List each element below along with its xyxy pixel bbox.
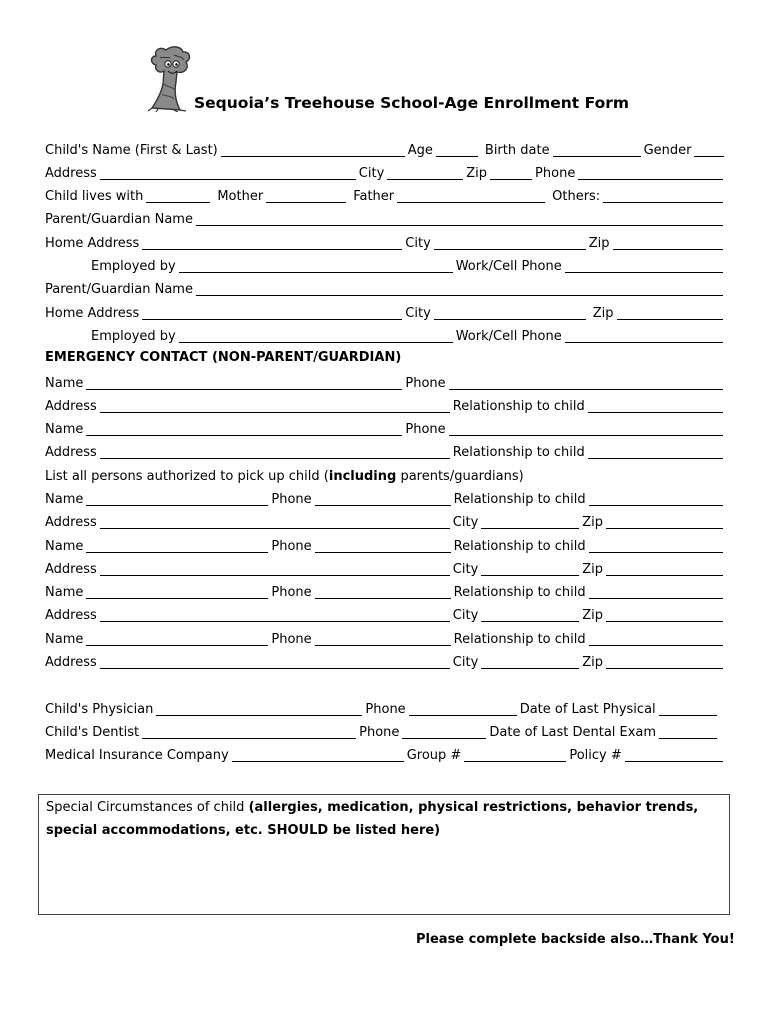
pickup4-zip-field[interactable] xyxy=(606,656,723,669)
pickup2-relationship-label: Relationship to child xyxy=(453,539,586,554)
pickup-intro-bold: including xyxy=(328,469,397,484)
pickup2-zip-label: Zip xyxy=(582,562,604,577)
pickup2-phone-label: Phone xyxy=(271,539,312,554)
others-field[interactable] xyxy=(603,190,723,203)
pickup2-address-field[interactable] xyxy=(100,563,450,576)
pickup2-name-row xyxy=(45,537,726,557)
emergency2-relationship-label: Relationship to child xyxy=(452,445,585,460)
child-city-field[interactable] xyxy=(387,167,463,180)
child-address-row xyxy=(45,164,726,184)
emergency1-name-field[interactable] xyxy=(86,377,402,390)
child-address-label: Address xyxy=(45,166,97,181)
guardian2-employed-label: Employed by xyxy=(91,329,176,344)
pickup4-name-row xyxy=(45,630,726,650)
father-label: Father xyxy=(353,189,395,204)
pickup3-relationship-label: Relationship to child xyxy=(453,585,586,600)
emergency1-address-row xyxy=(45,397,726,417)
emergency1-address-label: Address xyxy=(45,399,97,414)
pickup2-city-field[interactable] xyxy=(481,563,579,576)
pickup4-address-field[interactable] xyxy=(100,656,450,669)
pickup1-name-row xyxy=(45,490,726,510)
pickup3-name-row xyxy=(45,583,726,603)
form-title: Sequoia’s Treehouse School-Age Enrollment Form xyxy=(194,94,630,112)
emergency1-name-row xyxy=(45,374,726,394)
pickup3-zip-field[interactable] xyxy=(606,609,723,622)
pickup-intro xyxy=(45,467,524,487)
physician-phone-label: Phone xyxy=(365,702,406,717)
dentist-row xyxy=(45,723,726,743)
pickup1-address-field[interactable] xyxy=(100,516,450,529)
emergency1-phone-label: Phone xyxy=(405,376,446,391)
child-zip-label: Zip xyxy=(466,166,488,181)
pickup4-address-row xyxy=(45,653,726,673)
insurance-label: Medical Insurance Company xyxy=(45,748,229,763)
pickup4-address-label: Address xyxy=(45,655,97,670)
pickup1-address-row xyxy=(45,513,726,533)
guardian2-employer-field[interactable] xyxy=(179,330,453,343)
guardian1-name-row xyxy=(45,210,726,230)
physician-field[interactable] xyxy=(156,703,362,716)
pickup2-relationship-field[interactable] xyxy=(589,540,723,553)
emergency2-relationship-field[interactable] xyxy=(588,446,723,459)
pickup3-phone-field[interactable] xyxy=(315,586,451,599)
guardian1-employed-label: Employed by xyxy=(91,259,176,274)
pickup-intro-after: parents/guardians) xyxy=(396,469,524,484)
pickup1-zip-label: Zip xyxy=(582,515,604,530)
guardian1-employer-row xyxy=(91,257,726,277)
guardian2-workcell-label: Work/Cell Phone xyxy=(455,329,562,344)
pickup3-name-field[interactable] xyxy=(86,586,268,599)
pickup3-address-row xyxy=(45,606,726,626)
mother-field[interactable] xyxy=(266,190,346,203)
guardian2-city-field[interactable] xyxy=(434,307,586,320)
last-dental-label: Date of Last Dental Exam xyxy=(489,725,657,740)
pickup4-phone-label: Phone xyxy=(271,632,312,647)
father-field[interactable] xyxy=(397,190,545,203)
pickup4-city-label: City xyxy=(452,655,479,670)
guardian1-workcell-field[interactable] xyxy=(565,260,723,273)
emergency2-name-label: Name xyxy=(45,422,84,437)
pickup4-zip-label: Zip xyxy=(582,655,604,670)
pickup1-address-label: Address xyxy=(45,515,97,530)
pickup2-address-label: Address xyxy=(45,562,97,577)
pickup1-city-field[interactable] xyxy=(481,516,579,529)
pickup2-address-row xyxy=(45,560,726,580)
emergency-heading: EMERGENCY CONTACT (NON-PARENT/GUARDIAN) xyxy=(45,350,402,365)
guardian2-address-field[interactable] xyxy=(142,307,402,320)
gender-label: Gender xyxy=(643,143,692,158)
physician-phone-field[interactable] xyxy=(409,703,517,716)
last-physical-label: Date of Last Physical xyxy=(519,702,656,717)
pickup3-name-label: Name xyxy=(45,585,84,600)
last-dental-field[interactable] xyxy=(659,726,717,739)
guardian2-zip-label: Zip xyxy=(592,306,614,321)
guardian1-employer-field[interactable] xyxy=(179,260,453,273)
pickup2-phone-field[interactable] xyxy=(315,540,451,553)
pickup3-relationship-field[interactable] xyxy=(589,586,723,599)
guardian2-name-row xyxy=(45,280,726,300)
emergency2-address-label: Address xyxy=(45,445,97,460)
pickup4-relationship-label: Relationship to child xyxy=(453,632,586,647)
guardian2-workcell-field[interactable] xyxy=(565,330,723,343)
last-physical-field[interactable] xyxy=(659,703,717,716)
child-name-label: Child's Name (First & Last) xyxy=(45,143,218,158)
emergency2-phone-label: Phone xyxy=(405,422,446,437)
pickup4-phone-field[interactable] xyxy=(315,633,451,646)
pickup4-relationship-field[interactable] xyxy=(589,633,723,646)
guardian2-name-field[interactable] xyxy=(196,283,723,296)
pickup4-name-field[interactable] xyxy=(86,633,268,646)
guardian2-name-label: Parent/Guardian Name xyxy=(45,282,193,297)
pickup1-name-field[interactable] xyxy=(86,493,268,506)
pickup1-relationship-label: Relationship to child xyxy=(453,492,586,507)
child-name-field[interactable] xyxy=(221,144,405,157)
pickup1-relationship-field[interactable] xyxy=(589,493,723,506)
group-field[interactable] xyxy=(464,749,566,762)
special-circumstances-box[interactable] xyxy=(38,794,730,915)
emergency1-relationship-label: Relationship to child xyxy=(452,399,585,414)
guardian2-address-row xyxy=(45,304,726,324)
gender-field[interactable] xyxy=(694,144,724,157)
emergency2-phone-field[interactable] xyxy=(449,423,723,436)
special-circumstances-bold: (allergies, medication, physical restrictions, behavior trends, special accommodations, etc. SHOULD be listed here) xyxy=(46,800,699,838)
child-city-label: City xyxy=(358,166,385,181)
child-phone-field[interactable] xyxy=(578,167,723,180)
guardian1-address-row xyxy=(45,234,726,254)
emergency2-name-field[interactable] xyxy=(86,423,402,436)
guardian1-address-label: Home Address xyxy=(45,236,140,251)
pickup3-address-label: Address xyxy=(45,608,97,623)
policy-field[interactable] xyxy=(625,749,723,762)
emergency2-address-field[interactable] xyxy=(100,446,450,459)
birth-date-field[interactable] xyxy=(553,144,641,157)
pickup4-name-label: Name xyxy=(45,632,84,647)
footer-note: Please complete backside also…Thank You! xyxy=(416,932,735,947)
guardian1-address-field[interactable] xyxy=(142,237,402,250)
child-zip-field[interactable] xyxy=(490,167,532,180)
guardian2-employer-row xyxy=(91,327,726,347)
pickup1-name-label: Name xyxy=(45,492,84,507)
pickup3-address-field[interactable] xyxy=(100,609,450,622)
pickup1-city-label: City xyxy=(452,515,479,530)
pickup2-zip-field[interactable] xyxy=(606,563,723,576)
guardian1-city-label: City xyxy=(405,236,431,251)
emergency2-name-row xyxy=(45,420,726,440)
pickup1-phone-label: Phone xyxy=(271,492,312,507)
dentist-label: Child's Dentist xyxy=(45,725,140,740)
guardian1-zip-field[interactable] xyxy=(613,237,723,250)
mother-label: Mother xyxy=(217,189,264,204)
guardian2-address-label: Home Address xyxy=(45,306,140,321)
guardian1-name-field[interactable] xyxy=(196,213,723,226)
age-field[interactable] xyxy=(436,144,478,157)
emergency1-relationship-field[interactable] xyxy=(588,400,723,413)
child-name-row xyxy=(45,141,726,161)
lives-with-label: Child lives with xyxy=(45,189,144,204)
emergency1-address-field[interactable] xyxy=(100,400,450,413)
child-phone-label: Phone xyxy=(535,166,576,181)
pickup-intro-before: List all persons authorized to pick up child ( xyxy=(45,469,329,484)
emergency2-address-row xyxy=(45,443,726,463)
pickup3-city-label: City xyxy=(452,608,479,623)
pickup2-city-label: City xyxy=(452,562,479,577)
group-label: Group # xyxy=(406,748,462,763)
dentist-phone-label: Phone xyxy=(359,725,400,740)
physician-row xyxy=(45,700,726,720)
pickup4-city-field[interactable] xyxy=(481,656,579,669)
guardian1-city-field[interactable] xyxy=(434,237,586,250)
pickup1-phone-field[interactable] xyxy=(315,493,451,506)
pickup2-name-field[interactable] xyxy=(86,540,268,553)
policy-label: Policy # xyxy=(569,748,622,763)
pickup3-zip-label: Zip xyxy=(582,608,604,623)
guardian2-zip-field[interactable] xyxy=(617,307,723,320)
tree-character-icon xyxy=(146,44,198,112)
age-label: Age xyxy=(407,143,433,158)
birth-date-label: Birth date xyxy=(484,143,550,158)
child-address-field[interactable] xyxy=(100,167,356,180)
dentist-field[interactable] xyxy=(142,726,356,739)
others-label: Others: xyxy=(552,189,601,204)
pickup1-zip-field[interactable] xyxy=(606,516,723,529)
guardian1-name-label: Parent/Guardian Name xyxy=(45,212,193,227)
physician-label: Child's Physician xyxy=(45,702,154,717)
emergency1-phone-field[interactable] xyxy=(449,377,723,390)
lives-with-field[interactable] xyxy=(146,190,210,203)
insurance-field[interactable] xyxy=(232,749,404,762)
child-lives-with-row xyxy=(45,187,726,207)
guardian1-zip-label: Zip xyxy=(588,236,610,251)
emergency1-name-label: Name xyxy=(45,376,84,391)
dentist-phone-field[interactable] xyxy=(402,726,486,739)
pickup3-city-field[interactable] xyxy=(481,609,579,622)
special-circumstances-label: Special Circumstances of child xyxy=(46,800,249,815)
insurance-row xyxy=(45,746,726,766)
pickup3-phone-label: Phone xyxy=(271,585,312,600)
pickup2-name-label: Name xyxy=(45,539,84,554)
guardian2-city-label: City xyxy=(405,306,431,321)
guardian1-workcell-label: Work/Cell Phone xyxy=(455,259,562,274)
